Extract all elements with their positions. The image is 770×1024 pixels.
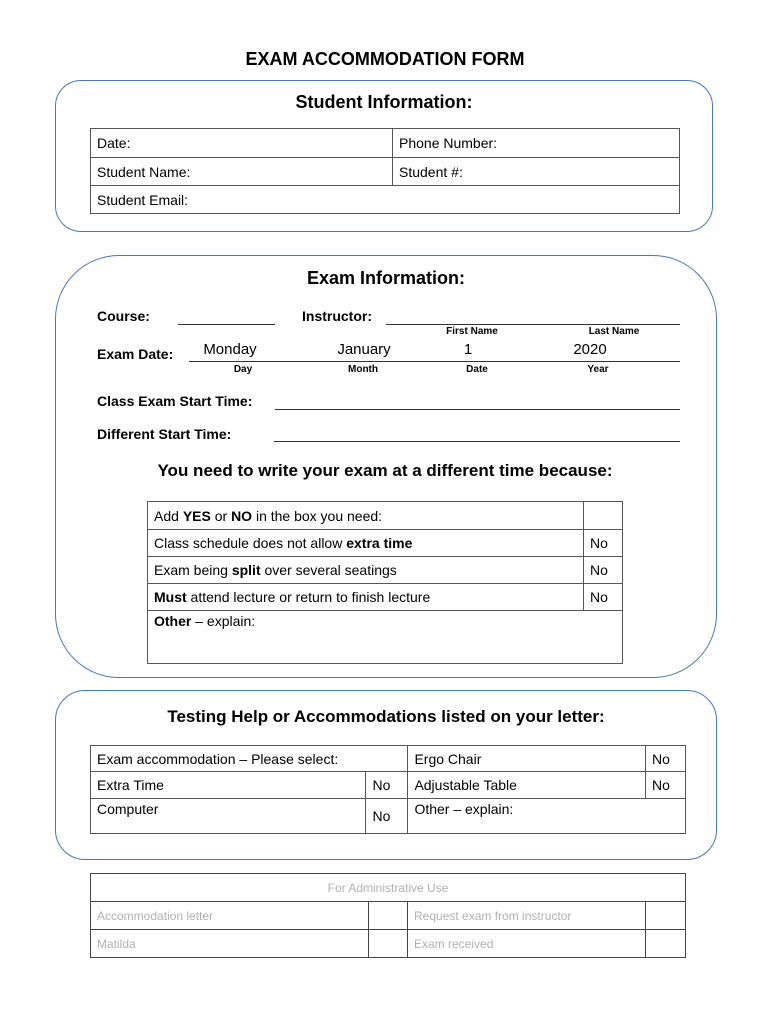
testing-help-heading: Testing Help or Accommodations listed on your letter: [167,707,605,726]
reason-row-label [148,584,584,611]
month-caption: Month [348,364,378,375]
reason-instruction-prefix: Add [154,507,183,524]
admin-table [90,873,686,958]
reason-lecture-value[interactable]: No [584,584,623,611]
course-label: Course: [97,308,150,324]
student-email-field[interactable] [91,186,680,214]
date-caption: Date [466,364,488,375]
accommodation-select-label: Exam accommodation – Please select: [91,746,408,772]
admin-received-label: Exam received [408,930,646,958]
admin-heading: For Administrative Use [91,874,686,902]
exam-date-label: Exam Date: [97,346,174,362]
extra-time-value[interactable]: No [366,772,408,799]
student-email-label: Student Email: [97,191,189,208]
reason-extra-time-value[interactable]: No [584,530,623,557]
form-title: EXAM ACCOMMODATION FORM [245,49,525,69]
adjustable-table-label: Adjustable Table [408,772,646,799]
different-start-time-line[interactable] [274,441,680,442]
reason-other-text: – explain: [191,613,256,629]
date-label: Date: [97,135,131,151]
exam-date-line [189,361,680,362]
reason-row-bold: split [231,562,261,578]
computer-label: Computer [91,799,366,834]
reason-other-bold: Other [154,613,192,629]
first-name-caption: First Name [446,326,498,337]
student-info-heading: Student Information: [295,92,473,112]
reason-row-bold: Must [154,589,187,605]
exam-year-value[interactable]: 2020 [573,341,607,358]
class-start-time-label: Class Exam Start Time: [97,393,253,409]
day-caption: Day [233,364,253,375]
phone-field[interactable] [393,129,680,158]
course-input-line[interactable] [178,324,275,325]
phone-label: Phone Number: [399,135,498,151]
reason-instruction [148,502,584,530]
year-caption: Year [587,364,609,375]
admin-received-box[interactable] [646,930,686,958]
different-start-time-label: Different Start Time: [97,426,232,442]
admin-request-box[interactable] [646,902,686,930]
reason-instruction-or: or [210,507,232,524]
admin-request-label: Request exam from instructor [408,902,646,930]
student-number-label: Student #: [399,163,463,180]
admin-name-value: Matilda [91,930,369,958]
reason-table [147,501,623,664]
student-number-field[interactable] [393,158,680,186]
reason-row-bold: extra time [346,535,413,551]
exam-month-value[interactable]: January [337,341,391,358]
admin-name-box[interactable] [369,930,408,958]
last-name-caption: Last Name [588,326,640,337]
adjustable-table-value[interactable]: No [646,772,686,799]
reason-row-label [148,530,584,557]
date-field[interactable] [91,129,393,158]
reason-instruction-suffix: in the box you need: [252,507,383,524]
reason-row-label [148,557,584,584]
admin-letter-label: Accommodation letter [91,902,369,930]
reason-instruction-no: NO [231,507,253,524]
reason-split-value[interactable]: No [584,557,623,584]
student-name-field[interactable] [91,158,393,186]
extra-time-label: Extra Time [91,772,366,799]
accommodation-other-field[interactable]: Other – explain: [408,799,686,834]
reason-row-text: over several seatings [260,562,397,578]
student-info-table [90,128,680,214]
computer-value[interactable]: No [366,799,408,834]
reason-heading: You need to write your exam at a different time because: [157,461,613,480]
reason-row-text: attend lecture or return to finish lecture [186,589,431,605]
exam-info-heading: Exam Information: [306,268,466,288]
reason-instruction-yes: YES [182,507,211,524]
instructor-input-line[interactable] [386,324,680,325]
exam-day-value[interactable]: Monday [203,341,257,358]
ergo-chair-value[interactable]: No [646,746,686,772]
instructor-label: Instructor: [302,308,372,324]
reason-other-field[interactable] [148,611,623,664]
exam-date-value[interactable]: 1 [463,341,473,358]
student-name-label: Student Name: [97,163,191,180]
ergo-chair-label: Ergo Chair [408,746,646,772]
accommodation-table [90,745,686,834]
class-start-time-line[interactable] [275,409,680,410]
reason-row-text: Exam being [154,562,232,578]
reason-instruction-box [584,502,623,530]
admin-letter-box[interactable] [369,902,408,930]
reason-row-text: Class schedule does not allow [154,535,347,551]
